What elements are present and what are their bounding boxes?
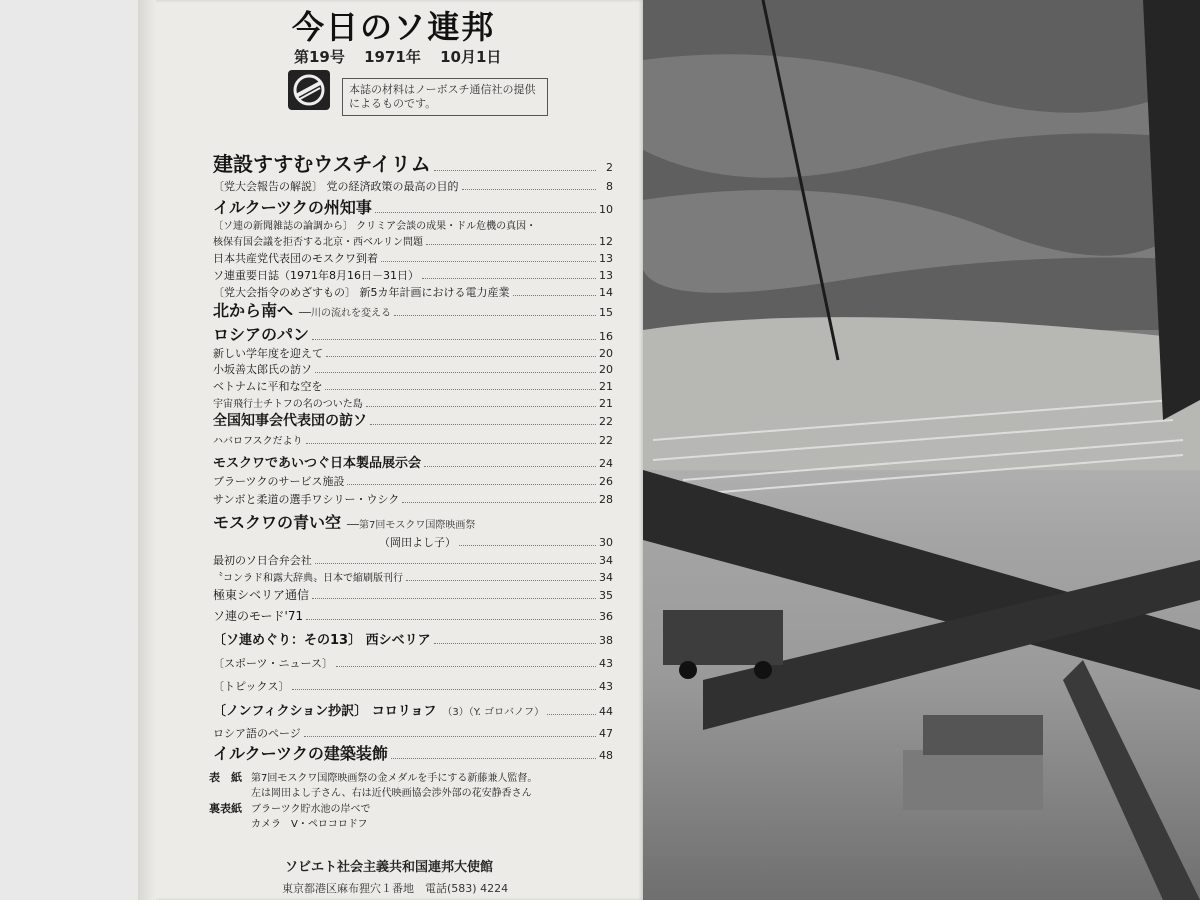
publisher-name: ソビエト社会主義共和国連邦大使館	[285, 860, 494, 875]
toc-entry[interactable]: 日本共産党代表団のモスクワ到着 13	[213, 252, 613, 265]
toc-entry[interactable]: ソ連重要日誌（1971年8月16日－31日） 13	[213, 269, 613, 282]
publisher-address: 東京都港区麻布狸穴１番地 電話(583) 4224	[282, 882, 509, 895]
toc-entry[interactable]: （岡田よし子） 30	[379, 536, 613, 549]
toc-entry[interactable]: モスクワの青い空 ──第7回モスクワ国際映画祭	[213, 513, 476, 532]
toc-entry[interactable]: 新しい学年度を迎えて 20	[213, 347, 613, 360]
novosti-logo-icon	[288, 70, 330, 110]
toc-entry[interactable]: 〔トピックス〕 43	[213, 680, 613, 693]
toc-entry[interactable]: 北から南へ ──川の流れを変える 15	[213, 301, 613, 320]
toc-entry[interactable]: 〔党大会報告の解説〕 党の経済政策の最高の目的 8	[213, 180, 613, 193]
toc-entry[interactable]: サンボと柔道の選手ワシリー・ウシク 28	[213, 493, 613, 506]
toc-entry[interactable]: イルクーツクの建築装飾 48	[213, 744, 613, 763]
cover-credits: 表 紙 第7回モスクワ国際映画祭の金メダルを手にする新藤兼人監督。 左は岡田よし子さん、右は近代映画協会渉外部の花安静香さん 裏表紙 ブラーツク貯水池の岸べで カメラ V・ペロコロドフ	[209, 771, 538, 830]
toc-entry[interactable]: ベトナムに平和な空を 21	[213, 380, 613, 393]
issue-year: 1971年	[364, 48, 421, 66]
toc-entry[interactable]: ロシアのパン 16	[213, 325, 613, 344]
construction-photo	[643, 0, 1200, 900]
toc-entry[interactable]: 建設すすむウスチイリム 2	[213, 152, 613, 176]
issue-info	[294, 46, 515, 67]
construction-scene-image	[643, 0, 1200, 900]
toc-entry[interactable]: イルクーツクの州知事 10	[213, 198, 613, 217]
toc-page	[138, 0, 643, 900]
toc-entry[interactable]: モスクワであいつぐ日本製品展示会 24	[213, 456, 613, 471]
toc-entry[interactable]: ハバロフスクだより 22	[213, 434, 613, 447]
toc-entry[interactable]: ブラーツクのサービス施設 26	[213, 475, 613, 488]
toc-entry[interactable]: 〔ソ連めぐり：その13〕 西シベリア 38	[213, 633, 613, 648]
issue-number: 第19号	[294, 48, 345, 66]
back-cover-label: 裏表紙	[209, 802, 242, 815]
toc-entry[interactable]: 〔ソ連の新聞雑誌の論調から〕 クリミア会談の成果・ドル危機の真因・	[213, 221, 537, 232]
toc-entry[interactable]: 宇宙飛行士チトフの名のついた島 21	[213, 397, 613, 410]
toc-entry[interactable]: ソ連のモード'71 36	[213, 609, 613, 623]
toc-entry[interactable]: 〝コンラド和露大辞典〟日本で縮刷版刊行 34	[213, 571, 613, 584]
magazine-masthead: 今日のソ連邦	[292, 8, 496, 46]
issue-date: 10月1日	[440, 48, 502, 66]
toc-entry[interactable]: 小坂善太郎氏の訪ソ 20	[213, 363, 613, 376]
toc-entry[interactable]: ロシア語のページ 47	[213, 727, 613, 740]
toc-entry[interactable]: 極東シベリア通信 35	[213, 588, 613, 602]
toc-entry[interactable]: 〔スポーツ・ニュース〕 43	[213, 657, 613, 670]
source-notice: 本誌の材料はノーボスチ通信社の提供によるものです。	[342, 78, 548, 116]
toc-entry[interactable]: 全国知事会代表団の訪ソ 22	[213, 413, 613, 429]
toc-entry[interactable]: 最初のソ日合弁会社 34	[213, 554, 613, 567]
cover-label: 表 紙	[209, 771, 242, 784]
toc-entry[interactable]: 〔ノンフィクション抄訳〕 コロリョフ （3）（Y. ゴロバノフ） 44	[213, 704, 613, 719]
toc-entry[interactable]: 核保有国会議を拒否する北京・西ベルリン問題 12	[213, 235, 613, 248]
toc-entry[interactable]: 〔党大会指令のめざすもの〕 新5カ年計画における電力産業 14	[213, 286, 613, 299]
